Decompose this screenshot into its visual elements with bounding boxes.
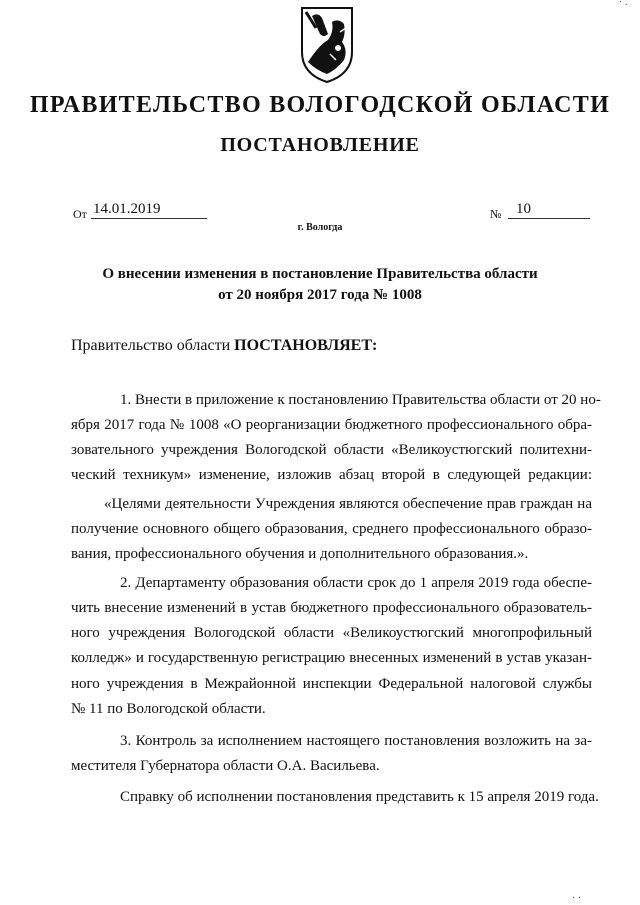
date-label: От	[73, 207, 87, 221]
preamble-text: Правительство области	[71, 337, 235, 354]
subject-line: О внесении изменения в постановление Правительства области	[102, 266, 538, 282]
coat-of-arms-icon	[298, 4, 356, 84]
body-line: «Целями деятельности Учреждения являются обеспечение прав граждан на	[104, 496, 592, 512]
body-line: получение основного общего образования, среднего профессионального образо-	[71, 521, 592, 537]
body-line: зовательного учреждения Вологодской области «Великоустюгский политехни-	[71, 442, 592, 458]
body-line: ного учреждения Вологодской области «Великоустюгский многопрофильный	[71, 625, 592, 641]
body-line: ческий техникум» изменение, изложив абзац второй в следующей редакции:	[71, 467, 592, 483]
body-line: Справку об исполнении постановления представить к 15 апреля 2019 года.	[120, 789, 599, 805]
scan-mark-top: ˙ ·	[618, 0, 628, 11]
body-line: № 11 по Вологодской области.	[71, 701, 266, 717]
date-value: 14.01.2019	[91, 200, 207, 219]
document-subject	[60, 264, 580, 306]
preamble-emphasis: ПОСТАНОВЛЯЕТ:	[234, 337, 378, 354]
body-line: местителя Губернатора области О.А. Васильева.	[71, 758, 380, 774]
body-line: 2. Департаменту образования области срок до 1 апреля 2019 года обеспе-	[120, 575, 592, 591]
number-label: №	[490, 207, 502, 221]
document-type: ПОСТАНОВЛЕНИЕ	[220, 134, 420, 156]
preamble	[71, 337, 377, 355]
subject-line: от 20 ноября 2017 года № 1008	[218, 287, 422, 303]
body-line: вания, профессионального обучения и дополнительного образования.».	[71, 546, 529, 562]
body-line: 3. Контроль за исполнением настоящего постановления возложить на за-	[120, 733, 592, 749]
city-label: г. Вологда	[297, 222, 343, 233]
body-line: ября 2017 года № 1008 «О реорганизации бюджетного профессионального обра-	[71, 417, 592, 433]
scan-mark-bottom: · ·	[572, 893, 582, 904]
body-line: колледж» и государственную регистрацию внесенных изменений в устав указан-	[71, 650, 592, 666]
body-line: ного учреждения в Межрайонной инспекции Федеральной налоговой службы	[71, 676, 592, 692]
body-line: чить внесение изменений в устав бюджетного профессионального образователь-	[71, 600, 592, 616]
organization-title: ПРАВИТЕЛЬСТВО ВОЛОГОДСКОЙ ОБЛАСТИ	[29, 92, 611, 118]
number-value: 10	[508, 200, 590, 219]
body-line: 1. Внести в приложение к постановлению Правительства области от 20 но-	[120, 392, 601, 408]
